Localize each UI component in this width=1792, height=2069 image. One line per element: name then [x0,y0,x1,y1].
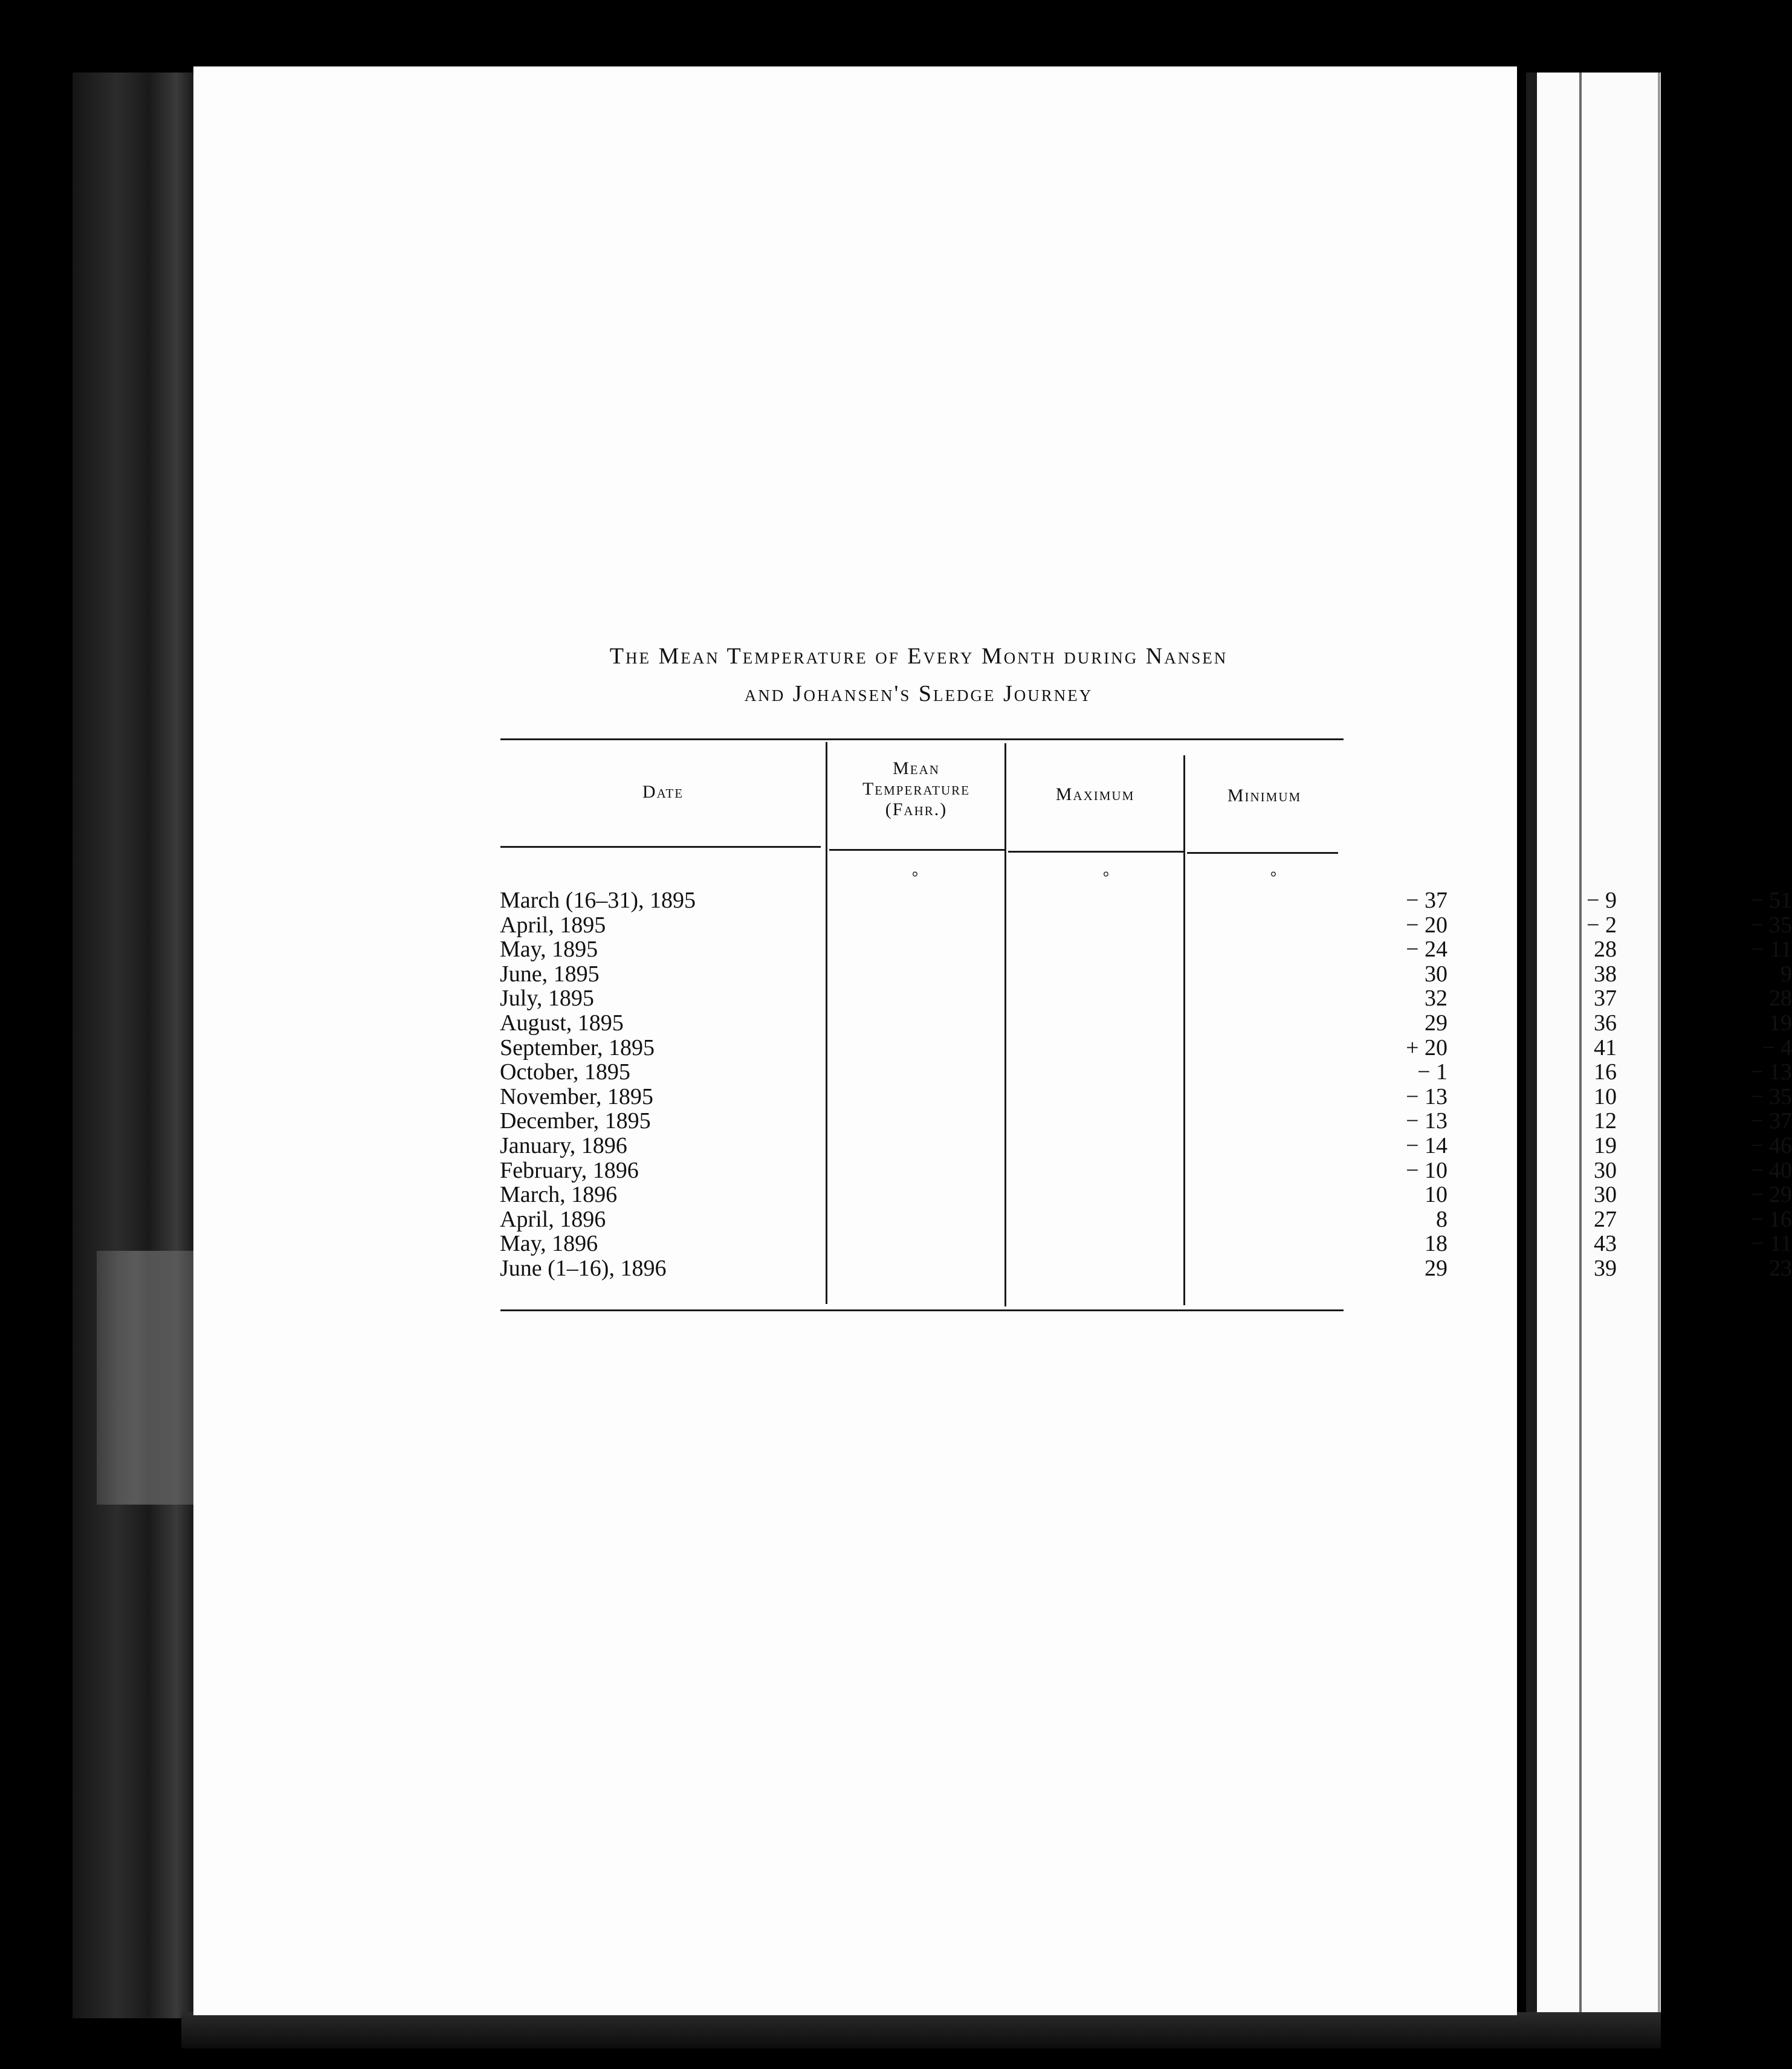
row-date: August, 1895 [500,1010,624,1036]
row-maximum: 30 [1594,1157,1617,1183]
book-spine-edge [73,73,199,2018]
row-date: July, 1895 [500,986,594,1012]
table-body [499,888,1792,1281]
row-maximum: 39 [1594,1255,1617,1281]
row-mean-temperature: − 20 [1406,912,1448,938]
row-maximum: 10 [1594,1083,1617,1109]
row-mean-temperature: − 13 [1406,1083,1448,1109]
row-maximum: 19 [1594,1132,1617,1158]
table-bottom-rule [500,1309,1344,1311]
table-row [499,1010,1792,1036]
row-minimum: − 37 [1750,1108,1792,1134]
row-minimum: − 4 [1762,1034,1792,1060]
row-date: March, 1896 [500,1182,618,1208]
row-maximum: 27 [1594,1206,1617,1232]
row-minimum: 9 [1781,961,1792,987]
table-row [499,888,1792,913]
header-date: Date [642,782,684,802]
row-mean-temperature: 32 [1425,986,1448,1012]
facing-page-rule [1658,73,1660,2018]
row-date: February, 1896 [500,1157,639,1183]
header-mean-line-1: Mean [893,758,940,778]
row-mean-temperature: − 14 [1406,1132,1448,1158]
table-top-rule [500,738,1344,740]
header-maximum: Maximum [1055,784,1135,804]
row-maximum: 43 [1594,1231,1617,1257]
row-minimum: − 16 [1750,1206,1792,1232]
row-mean-temperature: − 10 [1406,1157,1448,1183]
row-minimum: − 35 [1750,912,1792,938]
table-title [508,637,1330,712]
table-row [499,1034,1792,1060]
table-row [499,1059,1792,1085]
row-minimum: − 46 [1750,1132,1792,1158]
table-row [499,912,1792,938]
row-maximum: 16 [1594,1059,1617,1085]
row-minimum: − 51 [1750,888,1792,913]
row-mean-temperature: 8 [1436,1206,1448,1232]
row-mean-temperature: 29 [1425,1255,1448,1281]
row-date: April, 1896 [500,1206,606,1232]
row-maximum: 41 [1594,1034,1617,1060]
row-mean-temperature: − 24 [1406,937,1448,963]
row-date: March (16–31), 1895 [500,888,696,913]
degree-mark-mean: ° [911,868,919,886]
header-mean-temperature [828,758,1004,820]
table-row [499,1231,1792,1257]
table-row [499,1157,1792,1183]
table-row [499,1255,1792,1281]
header-bottom-rule [1008,851,1183,853]
header-bottom-rule [829,849,1004,851]
row-minimum: 23 [1769,1255,1792,1281]
row-maximum: 30 [1594,1182,1617,1208]
row-minimum: − 13 [1750,1059,1792,1085]
row-mean-temperature: − 13 [1406,1108,1448,1134]
header-minimum: Minimum [1227,786,1302,805]
degree-mark-max: ° [1102,868,1110,886]
row-maximum: 38 [1594,961,1617,987]
table-row [499,1182,1792,1208]
row-maximum: − 2 [1587,912,1617,938]
table-row [499,986,1792,1012]
row-mean-temperature: 10 [1425,1182,1448,1208]
row-date: January, 1896 [500,1132,627,1158]
row-minimum: 19 [1769,1010,1792,1036]
title-line-1: The Mean Temperature of Every Month during Nansen [609,644,1228,669]
row-maximum: 36 [1594,1010,1617,1036]
table-row [499,1132,1792,1158]
row-mean-temperature: 29 [1425,1010,1448,1036]
row-minimum: 28 [1769,986,1792,1012]
table-row [499,1206,1792,1232]
bottom-book-edge [181,2012,1661,2048]
row-maximum: 12 [1594,1108,1617,1134]
row-maximum: 37 [1594,986,1617,1012]
degree-mark-min: ° [1270,868,1277,886]
row-mean-temperature: 30 [1425,961,1448,987]
row-maximum: − 9 [1587,888,1617,913]
row-mean-temperature: − 1 [1417,1059,1448,1085]
row-date: June (1–16), 1896 [500,1255,667,1281]
row-date: October, 1895 [500,1059,630,1085]
row-date: April, 1895 [500,912,606,938]
row-date: December, 1895 [500,1108,651,1134]
row-mean-temperature: − 37 [1406,888,1448,913]
row-minimum: − 11 [1751,937,1792,963]
row-minimum: − 11 [1751,1231,1792,1257]
header-bottom-rule [500,846,821,848]
row-date: November, 1895 [500,1083,653,1109]
row-date: May, 1895 [500,937,598,963]
header-mean-line-3: (Fahr.) [885,799,948,819]
row-mean-temperature: 18 [1425,1231,1448,1257]
header-mean-line-2: Temperature [862,779,970,799]
header-bottom-rule [1187,852,1338,854]
table-row [499,1083,1792,1109]
row-mean-temperature: + 20 [1406,1034,1448,1060]
row-date: May, 1896 [500,1231,598,1257]
row-minimum: − 29 [1750,1182,1792,1208]
row-date: September, 1895 [500,1034,655,1060]
row-minimum: − 35 [1750,1083,1792,1109]
table-row [499,937,1792,963]
row-minimum: − 40 [1750,1157,1792,1183]
row-date: June, 1895 [500,961,600,987]
table-row [499,961,1792,987]
title-line-2: and Johansen's Sledge Journey [744,681,1093,706]
row-maximum: 28 [1594,937,1617,963]
table-row [499,1108,1792,1134]
